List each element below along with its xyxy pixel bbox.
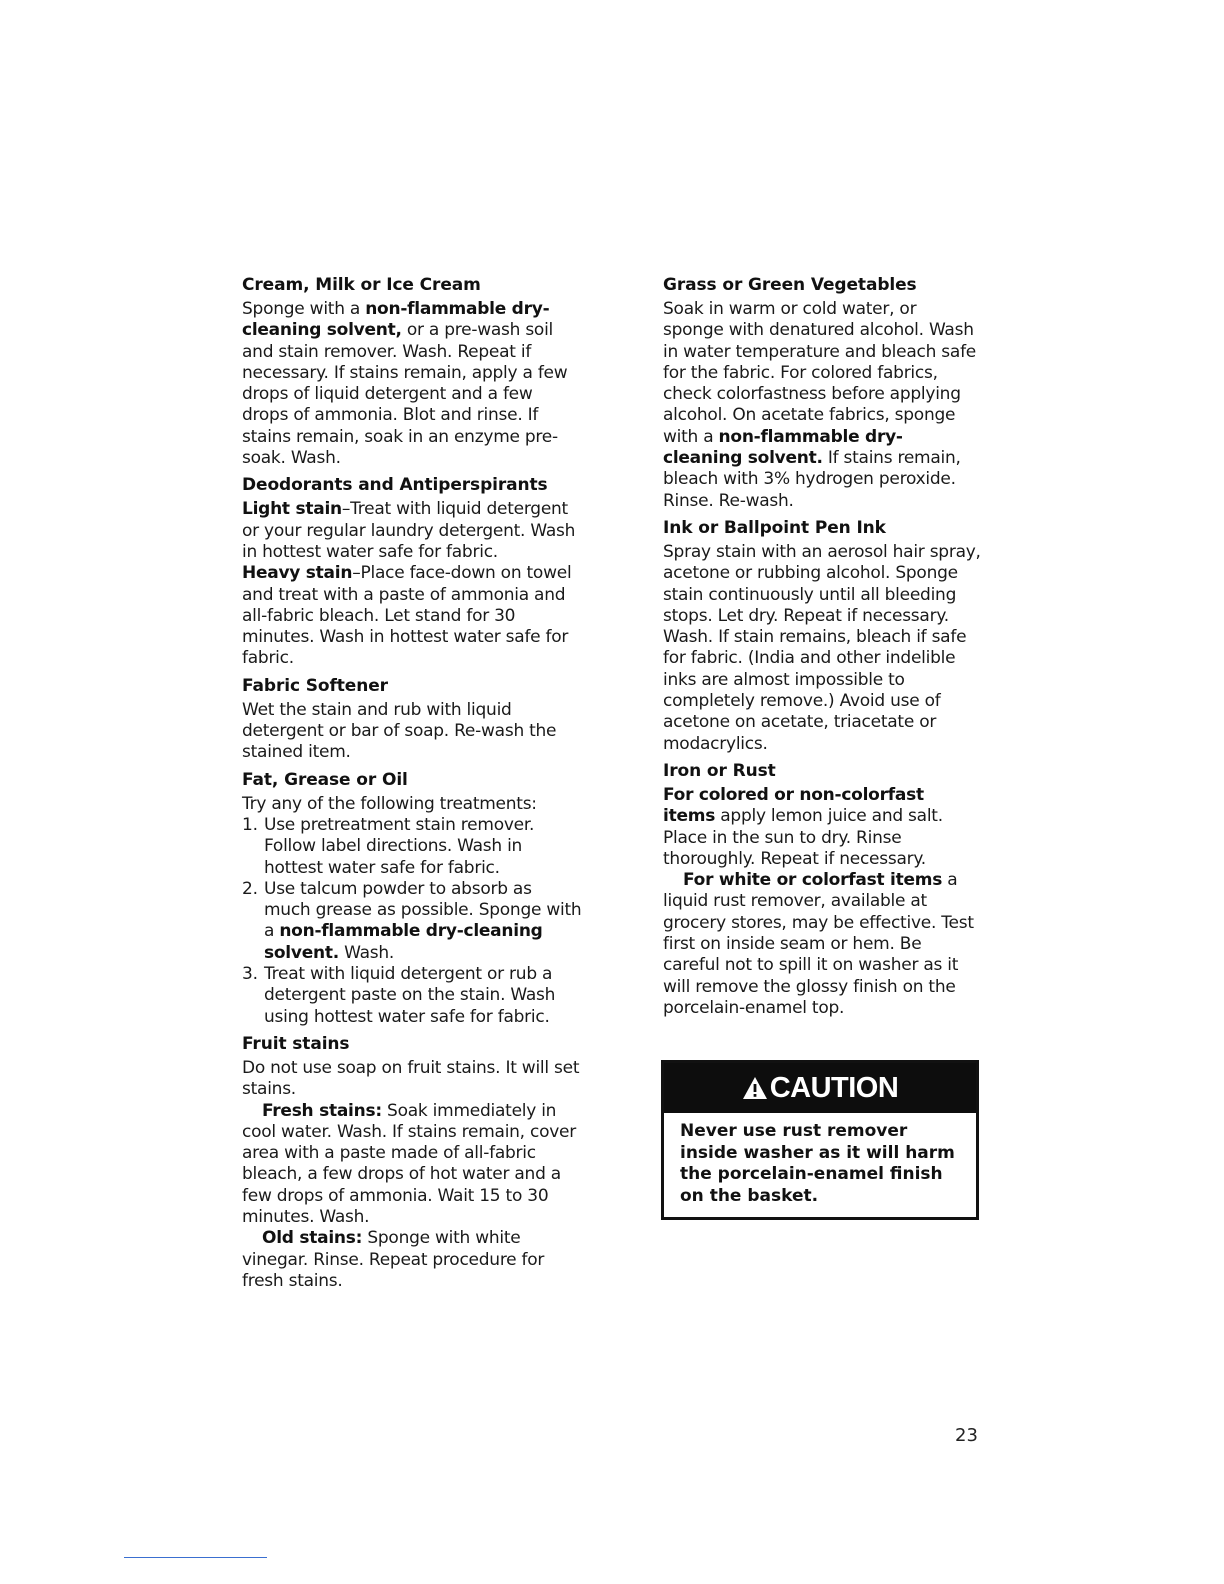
section-heading: Cream, Milk or Ice Cream (242, 275, 481, 295)
section-ink (663, 517, 981, 755)
footer-divider (124, 1557, 267, 1558)
list-number: 3. (242, 964, 258, 985)
section-text: Try any of the following treatments: (242, 793, 537, 814)
list-item (242, 815, 582, 879)
text-run: a liquid rust remover, available at grocery stores, may be effective. Test first on inside seam or hem. Be careful not to spill it on washer as it will remove the glossy finish on the porcelain-enamel top. (663, 870, 974, 1018)
caution-header (664, 1063, 976, 1113)
bold-run: non-flammable dry-cleaning solvent. (264, 921, 543, 963)
text-run: If stains remain, bleach with 3% hydrogen peroxide. Rinse. Re-wash. (663, 448, 961, 511)
bold-run: Fresh stains: (262, 1100, 382, 1121)
bold-run: non-flammable dry-cleaning solvent, (242, 299, 550, 341)
text-run: –Place face-down on towel and treat with a paste of ammonia and all-fabric bleach. Let stand for 30 minutes. Wash in hottest water safe for fabric. (242, 563, 572, 669)
section-text (242, 499, 582, 563)
section-text (242, 1228, 582, 1292)
section-text: Wet the stain and rub with liquid detergent or bar of soap. Re-wash the stained item. (242, 699, 557, 763)
text-run: Sponge with white vinegar. Rinse. Repeat procedure for fresh stains. (242, 1228, 545, 1291)
text-run: Treat with liquid detergent or rub a detergent paste on the stain. Wash using hottest water safe for fabric. (264, 964, 556, 1027)
left-column (242, 274, 582, 1297)
text-run: Soak immediately in cool water. Wash. If stains remain, cover area with a paste made of all-fabric bleach, a few drops of hot water and a few drops of ammonia. Wait 15 to 30 minutes. Wash. (242, 1100, 576, 1227)
text-run: Use pretreatment stain remover. Follow label directions. Wash in hottest water safe for fabric. (264, 814, 535, 878)
text-run: Soak in warm or cold water, or sponge with denatured alcohol. Wash in water temperature and bleach safe for the fabric. For colored fabrics, check colorfastness before applying alcohol. On acetate fabrics, sponge with a (663, 299, 977, 447)
bold-run: For colored or non-colorfast items (663, 784, 924, 827)
section-text: Spray stain with an aerosol hair spray, acetone or rubbing alcohol. Sponge stain continuously until all bleeding stops. Let dry. Repeat if necessary. Wash. If stain remains, bleach if safe for fabric. (India and other indelible inks are almost impossible to completely remove.) Avoid use of acetone on acetate, triacetate or modacrylics. (663, 541, 981, 754)
bold-run: Heavy stain (242, 563, 353, 584)
section-deodorants (242, 474, 582, 669)
section-text: Do not use soap on fruit stains. It will set stains. (242, 1057, 580, 1100)
bold-run: Light stain (242, 499, 342, 520)
section-iron (663, 760, 981, 1019)
list-number: 1. (242, 814, 258, 835)
text-run: –Treat with liquid detergent or your regular laundry detergent. Wash in hottest water safe for fabric. (242, 499, 576, 562)
section-text (663, 785, 981, 870)
caution-text: Never use rust remover inside washer as it will harm the porcelain-enamel finish on the basket. (680, 1121, 955, 1206)
section-heading: Iron or Rust (663, 760, 776, 781)
section-heading: Fruit stains (242, 1033, 350, 1054)
section-grass (663, 274, 981, 512)
section-text (242, 1101, 582, 1229)
section-fat (242, 769, 582, 1028)
list-number: 2. (242, 878, 258, 899)
text-run: Use talcum powder to absorb as much grease as possible. Sponge with a (264, 878, 582, 942)
section-heading: Fabric Softener (242, 675, 388, 696)
section-heading: Grass or Green Vegetables (663, 275, 917, 295)
section-text (242, 299, 582, 469)
treatment-list (242, 815, 582, 1028)
right-column (663, 274, 981, 1024)
text-run: Sponge with a (242, 299, 366, 319)
section-softener (242, 675, 582, 764)
section-heading: Ink or Ballpoint Pen Ink (663, 517, 886, 538)
section-text (663, 299, 981, 512)
caution-title: CAUTION (769, 1071, 899, 1104)
warning-triangle-icon (742, 1076, 768, 1100)
section-fruit (242, 1033, 582, 1292)
section-text (242, 563, 582, 669)
section-text (663, 870, 981, 1019)
text-run: or a pre-wash soil and stain remover. Wash. Repeat if necessary. If stains remain, apply a few drops of liquid detergent and a few drops of ammonia. Blot and rinse. If stains remain, soak in an enzyme pre-soak. Wash. (242, 320, 568, 469)
section-heading: Fat, Grease or Oil (242, 769, 408, 790)
text-run: Wash. (338, 942, 395, 963)
list-item (242, 879, 582, 964)
bold-run: For white or colorfast items (683, 870, 943, 891)
text-run: apply lemon juice and salt. Place in the sun to dry. Rinse thoroughly. Repeat if necessary. (663, 806, 943, 869)
page-number: 23 (955, 1425, 978, 1446)
section-heading: Deodorants and Antiperspirants (242, 475, 548, 496)
section-cream (242, 274, 582, 469)
bold-run: Old stains: (262, 1228, 363, 1249)
list-item (242, 964, 582, 1028)
caution-box (661, 1060, 979, 1220)
bold-run: non-flammable dry-cleaning solvent. (663, 426, 903, 469)
